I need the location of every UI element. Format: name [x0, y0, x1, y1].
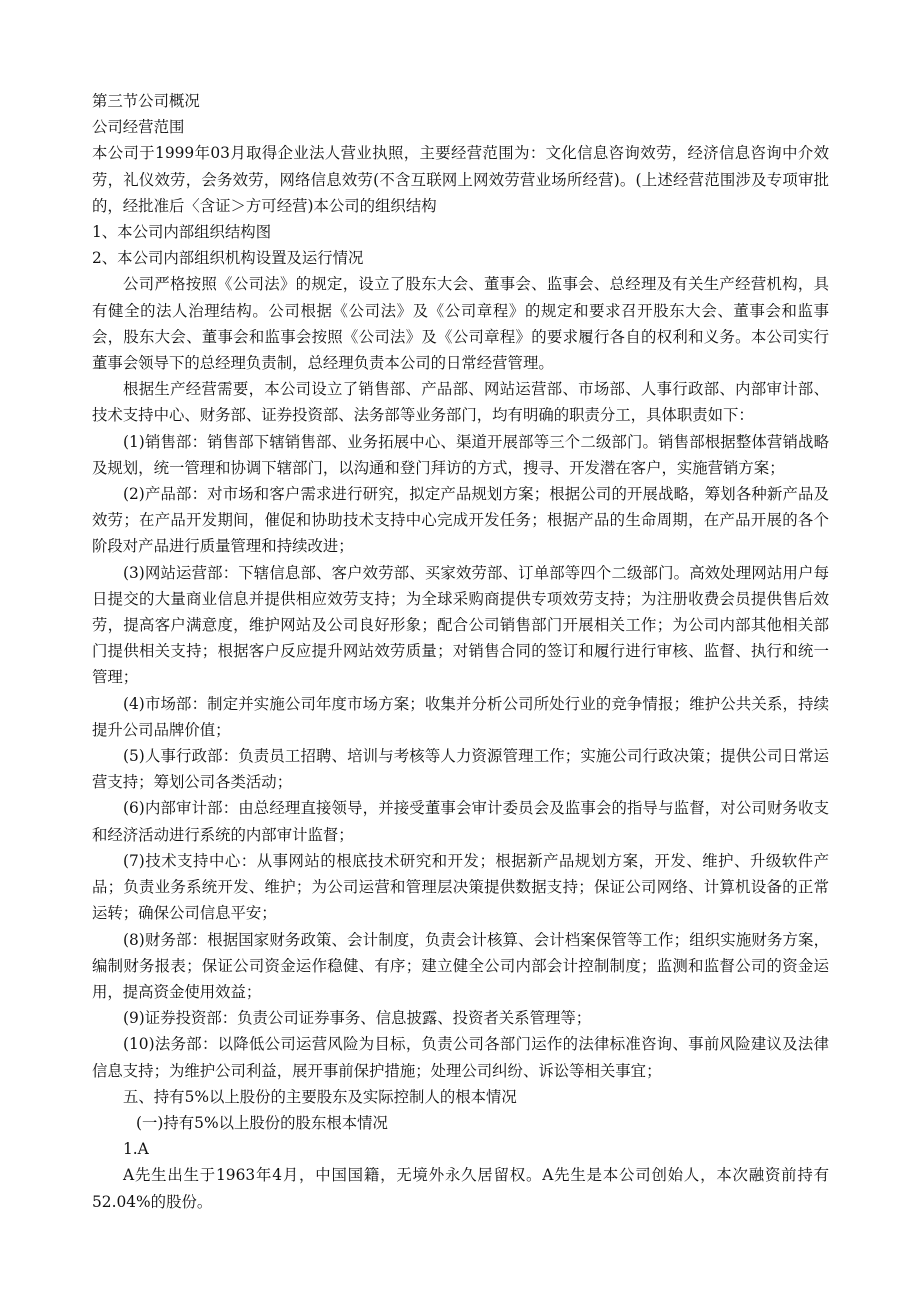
department-item-tech-support: (7)技术支持中心：从事网站的根底技术研究和开发；根据新产品规划方案，开发、维护、升级软件产品；负责业务系统开发、维护；为公司运营和管理层决策提供数据支持；保证公司网络、计算机设备的正常运转；确保公司信息平安；	[92, 851, 829, 923]
item-org-setup: 2、本公司内部组织机构设置及运行情况	[92, 249, 364, 268]
department-item-sales: (1)销售部：销售部下辖销售部、业务拓展中心、渠道开展部等三个二级部门。销售部根据整体营销战略及规划，统一管理和协调下辖部门，以沟通和登门拜访的方式，搜寻、开发潜在客户，实施营销方案；	[92, 432, 829, 477]
shareholder-label: 1.A	[123, 1140, 149, 1159]
section5-heading: 五、持有5%以上股份的主要股东及实际控制人的根本情况	[123, 1087, 517, 1106]
departments-intro-paragraph: 根据生产经营需要，本公司设立了销售部、产品部、网站运营部、市场部、人事行政部、内部审计部、技术支持中心、财务部、证券投资部、法务部等业务部门，均有明确的职责分工，具体职责如下：	[92, 380, 829, 425]
scope-paragraph: 本公司于1999年03月取得企业法人营业执照，主要经营范围为：文化信息咨询效劳，经济信息咨询中介效劳，礼仪效劳，会务效劳，网络信息效劳(不含互联网上网效劳营业场所经营)。(上述经营范围涉及专项审批的，经批准后〈含证＞方可经营)本公司的组织结构	[92, 144, 829, 215]
shareholder-paragraph: A先生出生于1963年4月，中国国籍，无境外永久居留权。A先生是本公司创始人，本次融资前持有52.04%的股份。	[92, 1166, 829, 1211]
governance-paragraph: 公司严格按照《公司法》的规定，设立了股东大会、董事会、监事会、总经理及有关生产经营机构，具有健全的法人治理结构。公司根据《公司法》及《公司章程》的规定和要求召开股东大会、董事会和监事会，股东大会、董事会和监事会按照《公司法》及《公司章程》的要求履行各自的权利和义务。本公司实行董事会领导下的总经理负责制，总经理负责本公司的日常经营管理。	[92, 275, 829, 373]
department-item-website-operations: (3)网站运营部：下辖信息部、客户效劳部、买家效劳部、订单部等四个二级部门。高效处理网站用户每日提交的大量商业信息并提供相应效劳支持；为全球采购商提供专项效劳支持；为注册收费会员提供售后效劳，提高客户满意度，维护网站及公司良好形象；配合公司销售部门开展相关工作；为公司内部其他相关部门提供相关支持；根据客户反应提升网站效劳质量；对销售合同的签订和履行进行审核、监督、执行和统一管理；	[92, 563, 829, 687]
subsection1-heading: (一)持有5%以上股份的股东根本情况	[136, 1113, 388, 1132]
department-item-securities: (9)证券投资部：负责公司证券事务、信息披露、投资者关系管理等；	[123, 1009, 592, 1028]
department-item-hr-admin: (5)人事行政部：负责员工招聘、培训与考核等人力资源管理工作；实施公司行政决策；提供公司日常运营支持；筹划公司各类活动；	[92, 747, 829, 792]
department-item-finance: (8)财务部：根据国家财务政策、会计制度，负责会计核算、会计档案保管等工作；组织实施财务方案，编制财务报表；保证公司资金运作稳健、有序；建立健全公司内部会计控制制度；监测和监督公司的资金运用，提高资金使用效益；	[92, 930, 829, 1001]
department-item-product: (2)产品部：对市场和客户需求进行研究，拟定产品规划方案；根据公司的开展战略，筹划各种新产品及效劳；在产品开发期间，催促和协助技术支持中心完成开发任务；根据产品的生命周期，在产品开展的各个阶段对产品进行质量管理和持续改进；	[92, 485, 829, 556]
document-body	[92, 88, 829, 1215]
item-org-chart: 1、本公司内部组织结构图	[92, 223, 272, 242]
department-item-internal-audit: (6)内部审计部：由总经理直接领导，并接受董事会审计委员会及监事会的指导与监督，对公司财务收支和经济活动进行系统的内部审计监督；	[92, 799, 829, 844]
section-title: 第三节公司概况	[92, 92, 200, 110]
department-item-legal: (10)法务部：以降低公司运营风险为目标，负责公司各部门运作的法律标准咨询、事前风险建议及法律信息支持；为维护公司利益，展开事前保护措施；处理公司纠纷、诉讼等相关事宜；	[92, 1035, 829, 1080]
scope-heading: 公司经营范围	[92, 118, 185, 137]
department-item-marketing: (4)市场部：制定并实施公司年度市场方案；收集并分析公司所处行业的竞争情报；维护公共关系，持续提升公司品牌价值；	[92, 694, 829, 739]
